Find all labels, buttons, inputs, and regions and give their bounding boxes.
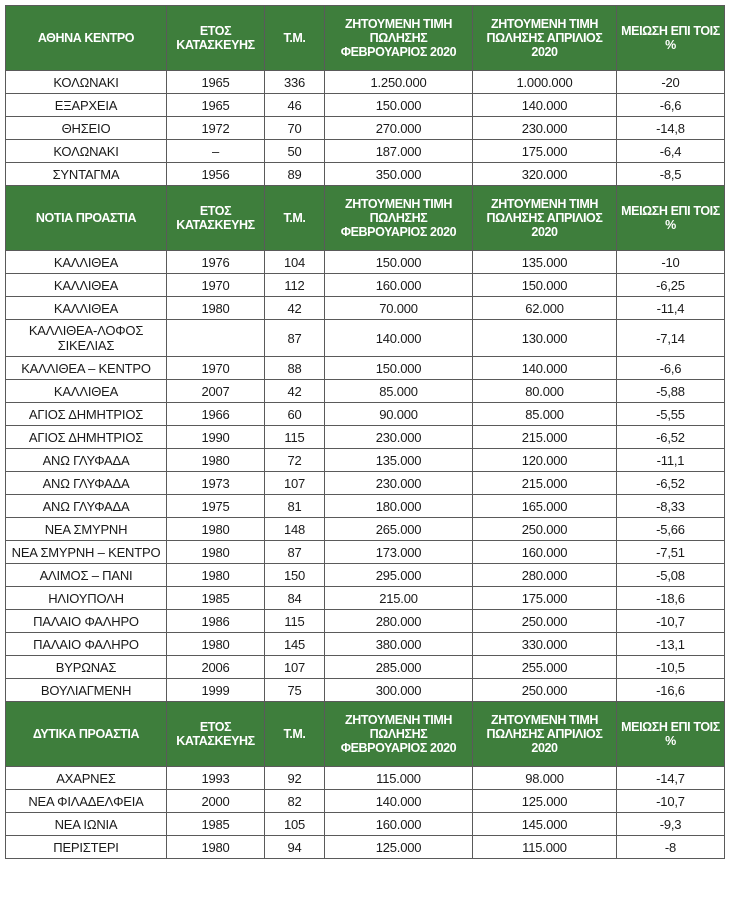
table-row: [6, 541, 725, 564]
reduction-cell: -7,14: [617, 320, 725, 357]
year-cell: 1976: [167, 251, 265, 274]
reduction-cell: -10,7: [617, 790, 725, 813]
price-feb-cell: 90.000: [325, 403, 473, 426]
price-feb-cell: 160.000: [325, 274, 473, 297]
price-feb-cell: 300.000: [325, 679, 473, 702]
area-cell: ΝΕΑ ΣΜΥΡΝΗ: [6, 518, 167, 541]
price-apr-cell: 125.000: [473, 790, 617, 813]
price-table: [5, 5, 725, 859]
sqm-cell: 75: [265, 679, 325, 702]
year-cell: 2000: [167, 790, 265, 813]
area-cell: ΚΑΛΛΙΘΕΑ: [6, 251, 167, 274]
section-header-row: [6, 702, 725, 767]
year-cell: 1965: [167, 94, 265, 117]
year-cell: 1970: [167, 357, 265, 380]
table-row: [6, 679, 725, 702]
area-cell: ΚΑΛΛΙΘΕΑ: [6, 380, 167, 403]
year-cell: 1980: [167, 449, 265, 472]
year-cell: 1970: [167, 274, 265, 297]
price-feb-cell: 173.000: [325, 541, 473, 564]
sqm-cell: 115: [265, 426, 325, 449]
table-row: [6, 140, 725, 163]
table-row: [6, 251, 725, 274]
sqm-cell: 82: [265, 790, 325, 813]
reduction-cell: -8: [617, 836, 725, 859]
reduction-cell: -5,88: [617, 380, 725, 403]
price-apr-cell: 250.000: [473, 518, 617, 541]
reduction-cell: -10: [617, 251, 725, 274]
price-apr-header: ΖΗΤΟΥΜΕΝΗ ΤΙΜΗ ΠΩΛΗΣΗΣ ΑΠΡΙΛΙΟΣ 2020: [473, 186, 617, 251]
price-feb-header: ΖΗΤΟΥΜΕΝΗ ΤΙΜΗ ΠΩΛΗΣΗΣ ΦΕΒΡΟΥΑΡΙΟΣ 2020: [325, 702, 473, 767]
sqm-cell: 105: [265, 813, 325, 836]
sqm-header: Τ.Μ.: [265, 702, 325, 767]
year-cell: 2006: [167, 656, 265, 679]
reduction-cell: -6,6: [617, 357, 725, 380]
sqm-cell: 42: [265, 297, 325, 320]
year-cell: 1975: [167, 495, 265, 518]
table-row: [6, 297, 725, 320]
sqm-cell: 70: [265, 117, 325, 140]
area-cell: ΚΑΛΛΙΘΕΑ: [6, 297, 167, 320]
table-row: [6, 274, 725, 297]
reduction-cell: -14,8: [617, 117, 725, 140]
area-cell: ΑΛΙΜΟΣ – ΠΑΝΙ: [6, 564, 167, 587]
price-feb-cell: 140.000: [325, 320, 473, 357]
price-apr-cell: 135.000: [473, 251, 617, 274]
price-feb-cell: 295.000: [325, 564, 473, 587]
price-apr-cell: 175.000: [473, 140, 617, 163]
area-cell: ΠΑΛΑΙΟ ΦΑΛΗΡΟ: [6, 610, 167, 633]
table-row: [6, 813, 725, 836]
price-feb-cell: 350.000: [325, 163, 473, 186]
reduction-cell: -6,6: [617, 94, 725, 117]
area-cell: ΑΓΙΟΣ ΔΗΜΗΤΡΙΟΣ: [6, 403, 167, 426]
year-cell: [167, 320, 265, 357]
section-header-row: [6, 6, 725, 71]
price-apr-cell: 62.000: [473, 297, 617, 320]
price-feb-cell: 150.000: [325, 251, 473, 274]
price-feb-cell: 215.00: [325, 587, 473, 610]
reduction-cell: -6,52: [617, 426, 725, 449]
reduction-cell: -6,52: [617, 472, 725, 495]
area-cell: ΚΑΛΛΙΘΕΑ: [6, 274, 167, 297]
year-header: ΕΤΟΣ ΚΑΤΑΣΚΕΥΗΣ: [167, 6, 265, 71]
table-row: [6, 163, 725, 186]
reduction-cell: -16,6: [617, 679, 725, 702]
sqm-cell: 46: [265, 94, 325, 117]
sqm-header: Τ.Μ.: [265, 186, 325, 251]
sqm-cell: 107: [265, 472, 325, 495]
reduction-cell: -5,55: [617, 403, 725, 426]
sqm-cell: 115: [265, 610, 325, 633]
area-cell: ΚΟΛΩΝΑΚΙ: [6, 71, 167, 94]
price-apr-cell: 145.000: [473, 813, 617, 836]
price-apr-cell: 140.000: [473, 94, 617, 117]
year-cell: 1980: [167, 564, 265, 587]
reduction-cell: -10,5: [617, 656, 725, 679]
table-row: [6, 71, 725, 94]
year-cell: 1966: [167, 403, 265, 426]
year-cell: 1993: [167, 767, 265, 790]
reduction-cell: -5,66: [617, 518, 725, 541]
price-feb-cell: 180.000: [325, 495, 473, 518]
table-row: [6, 472, 725, 495]
sqm-cell: 107: [265, 656, 325, 679]
price-apr-cell: 330.000: [473, 633, 617, 656]
area-cell: ΑΧΑΡΝΕΣ: [6, 767, 167, 790]
year-cell: 1980: [167, 297, 265, 320]
sqm-cell: 87: [265, 541, 325, 564]
area-cell: ΚΑΛΛΙΘΕΑ – ΚΕΝΤΡΟ: [6, 357, 167, 380]
price-feb-cell: 380.000: [325, 633, 473, 656]
table-row: [6, 790, 725, 813]
reduction-cell: -9,3: [617, 813, 725, 836]
table-row: [6, 495, 725, 518]
section-title: ΔΥΤΙΚΑ ΠΡΟΑΣΤΙΑ: [6, 702, 167, 767]
table-row: [6, 633, 725, 656]
sqm-cell: 145: [265, 633, 325, 656]
table-row: [6, 449, 725, 472]
sqm-cell: 60: [265, 403, 325, 426]
price-apr-cell: 98.000: [473, 767, 617, 790]
table-row: [6, 767, 725, 790]
area-cell: ΣΥΝΤΑΓΜΑ: [6, 163, 167, 186]
sqm-cell: 50: [265, 140, 325, 163]
year-cell: 1980: [167, 541, 265, 564]
year-header: ΕΤΟΣ ΚΑΤΑΣΚΕΥΗΣ: [167, 702, 265, 767]
table-row: [6, 564, 725, 587]
sqm-cell: 150: [265, 564, 325, 587]
table-row: [6, 403, 725, 426]
year-cell: 1972: [167, 117, 265, 140]
area-cell: ΑΓΙΟΣ ΔΗΜΗΤΡΙΟΣ: [6, 426, 167, 449]
section-title: ΑΘΗΝΑ ΚΕΝΤΡΟ: [6, 6, 167, 71]
price-apr-cell: 215.000: [473, 472, 617, 495]
price-feb-cell: 140.000: [325, 790, 473, 813]
price-feb-cell: 160.000: [325, 813, 473, 836]
price-feb-cell: 230.000: [325, 472, 473, 495]
reduction-cell: -6,4: [617, 140, 725, 163]
year-cell: 1985: [167, 813, 265, 836]
price-feb-cell: 187.000: [325, 140, 473, 163]
area-cell: ΘΗΣΕΙΟ: [6, 117, 167, 140]
area-cell: ΝΕΑ ΣΜΥΡΝΗ – ΚΕΝΤΡΟ: [6, 541, 167, 564]
price-apr-header: ΖΗΤΟΥΜΕΝΗ ΤΙΜΗ ΠΩΛΗΣΗΣ ΑΠΡΙΛΙΟΣ 2020: [473, 702, 617, 767]
sqm-cell: 89: [265, 163, 325, 186]
reduction-cell: -8,5: [617, 163, 725, 186]
table-row: [6, 518, 725, 541]
price-feb-cell: 85.000: [325, 380, 473, 403]
sqm-cell: 112: [265, 274, 325, 297]
sqm-cell: 84: [265, 587, 325, 610]
price-apr-cell: 165.000: [473, 495, 617, 518]
year-cell: 1956: [167, 163, 265, 186]
reduction-cell: -11,1: [617, 449, 725, 472]
year-cell: 1980: [167, 836, 265, 859]
price-apr-cell: 255.000: [473, 656, 617, 679]
price-apr-cell: 250.000: [473, 610, 617, 633]
area-cell: ΑΝΩ ΓΛΥΦΑΔΑ: [6, 449, 167, 472]
reduction-cell: -11,4: [617, 297, 725, 320]
sqm-cell: 92: [265, 767, 325, 790]
area-cell: ΠΑΛΑΙΟ ΦΑΛΗΡΟ: [6, 633, 167, 656]
sqm-cell: 104: [265, 251, 325, 274]
sqm-header: Τ.Μ.: [265, 6, 325, 71]
sqm-cell: 94: [265, 836, 325, 859]
area-cell: ΑΝΩ ΓΛΥΦΑΔΑ: [6, 495, 167, 518]
area-cell: ΝΕΑ ΦΙΛΑΔΕΛΦΕΙΑ: [6, 790, 167, 813]
price-apr-cell: 85.000: [473, 403, 617, 426]
price-feb-cell: 1.250.000: [325, 71, 473, 94]
year-header: ΕΤΟΣ ΚΑΤΑΣΚΕΥΗΣ: [167, 186, 265, 251]
table-row: [6, 656, 725, 679]
year-cell: 1999: [167, 679, 265, 702]
sqm-cell: 81: [265, 495, 325, 518]
price-apr-cell: 130.000: [473, 320, 617, 357]
sqm-cell: 72: [265, 449, 325, 472]
year-cell: 1973: [167, 472, 265, 495]
reduction-cell: -13,1: [617, 633, 725, 656]
area-cell: ΚΑΛΛΙΘΕΑ-ΛΟΦΟΣ ΣΙΚΕΛΙΑΣ: [6, 320, 167, 357]
price-feb-cell: 150.000: [325, 357, 473, 380]
sqm-cell: 42: [265, 380, 325, 403]
price-feb-cell: 285.000: [325, 656, 473, 679]
price-feb-cell: 70.000: [325, 297, 473, 320]
year-cell: 1980: [167, 633, 265, 656]
price-apr-header: ΖΗΤΟΥΜΕΝΗ ΤΙΜΗ ΠΩΛΗΣΗΣ ΑΠΡΙΛΙΟΣ 2020: [473, 6, 617, 71]
table-row: [6, 357, 725, 380]
year-cell: 1985: [167, 587, 265, 610]
year-cell: 2007: [167, 380, 265, 403]
table-row: [6, 426, 725, 449]
year-cell: 1980: [167, 518, 265, 541]
table-row: [6, 587, 725, 610]
price-apr-cell: 160.000: [473, 541, 617, 564]
area-cell: ΕΞΑΡΧΕΙΑ: [6, 94, 167, 117]
reduction-cell: -14,7: [617, 767, 725, 790]
year-cell: 1990: [167, 426, 265, 449]
reduction-cell: -10,7: [617, 610, 725, 633]
price-apr-cell: 1.000.000: [473, 71, 617, 94]
sqm-cell: 88: [265, 357, 325, 380]
reduction-header: ΜΕΙΩΣΗ ΕΠΙ ΤΟΙΣ %: [617, 6, 725, 71]
section-title: ΝΟΤΙΑ ΠΡΟΑΣΤΙΑ: [6, 186, 167, 251]
reduction-cell: -7,51: [617, 541, 725, 564]
sqm-cell: 148: [265, 518, 325, 541]
table-row: [6, 94, 725, 117]
table-row: [6, 117, 725, 140]
reduction-cell: -5,08: [617, 564, 725, 587]
price-feb-header: ΖΗΤΟΥΜΕΝΗ ΤΙΜΗ ΠΩΛΗΣΗΣ ΦΕΒΡΟΥΑΡΙΟΣ 2020: [325, 186, 473, 251]
reduction-cell: -18,6: [617, 587, 725, 610]
area-cell: ΚΟΛΩΝΑΚΙ: [6, 140, 167, 163]
table-row: [6, 380, 725, 403]
price-feb-cell: 135.000: [325, 449, 473, 472]
price-apr-cell: 320.000: [473, 163, 617, 186]
price-apr-cell: 175.000: [473, 587, 617, 610]
area-cell: ΒΥΡΩΝΑΣ: [6, 656, 167, 679]
reduction-header: ΜΕΙΩΣΗ ΕΠΙ ΤΟΙΣ %: [617, 186, 725, 251]
area-cell: ΗΛΙΟΥΠΟΛΗ: [6, 587, 167, 610]
price-apr-cell: 140.000: [473, 357, 617, 380]
year-cell: –: [167, 140, 265, 163]
price-apr-cell: 80.000: [473, 380, 617, 403]
table-row: [6, 610, 725, 633]
price-apr-cell: 215.000: [473, 426, 617, 449]
price-feb-cell: 150.000: [325, 94, 473, 117]
price-apr-cell: 230.000: [473, 117, 617, 140]
area-cell: ΝΕΑ ΙΩΝΙΑ: [6, 813, 167, 836]
price-feb-cell: 265.000: [325, 518, 473, 541]
area-cell: ΒΟΥΛΙΑΓΜΕΝΗ: [6, 679, 167, 702]
price-apr-cell: 250.000: [473, 679, 617, 702]
price-table-body: [6, 6, 725, 859]
price-feb-header: ΖΗΤΟΥΜΕΝΗ ΤΙΜΗ ΠΩΛΗΣΗΣ ΦΕΒΡΟΥΑΡΙΟΣ 2020: [325, 6, 473, 71]
price-feb-cell: 230.000: [325, 426, 473, 449]
price-apr-cell: 280.000: [473, 564, 617, 587]
price-apr-cell: 150.000: [473, 274, 617, 297]
price-feb-cell: 115.000: [325, 767, 473, 790]
sqm-cell: 87: [265, 320, 325, 357]
area-cell: ΑΝΩ ΓΛΥΦΑΔΑ: [6, 472, 167, 495]
table-row: [6, 320, 725, 357]
price-feb-cell: 280.000: [325, 610, 473, 633]
area-cell: ΠΕΡΙΣΤΕΡΙ: [6, 836, 167, 859]
reduction-cell: -20: [617, 71, 725, 94]
price-table-container: [5, 5, 724, 859]
price-apr-cell: 120.000: [473, 449, 617, 472]
price-feb-cell: 125.000: [325, 836, 473, 859]
reduction-cell: -6,25: [617, 274, 725, 297]
year-cell: 1965: [167, 71, 265, 94]
price-apr-cell: 115.000: [473, 836, 617, 859]
year-cell: 1986: [167, 610, 265, 633]
section-header-row: [6, 186, 725, 251]
table-row: [6, 836, 725, 859]
price-feb-cell: 270.000: [325, 117, 473, 140]
reduction-header: ΜΕΙΩΣΗ ΕΠΙ ΤΟΙΣ %: [617, 702, 725, 767]
sqm-cell: 336: [265, 71, 325, 94]
reduction-cell: -8,33: [617, 495, 725, 518]
